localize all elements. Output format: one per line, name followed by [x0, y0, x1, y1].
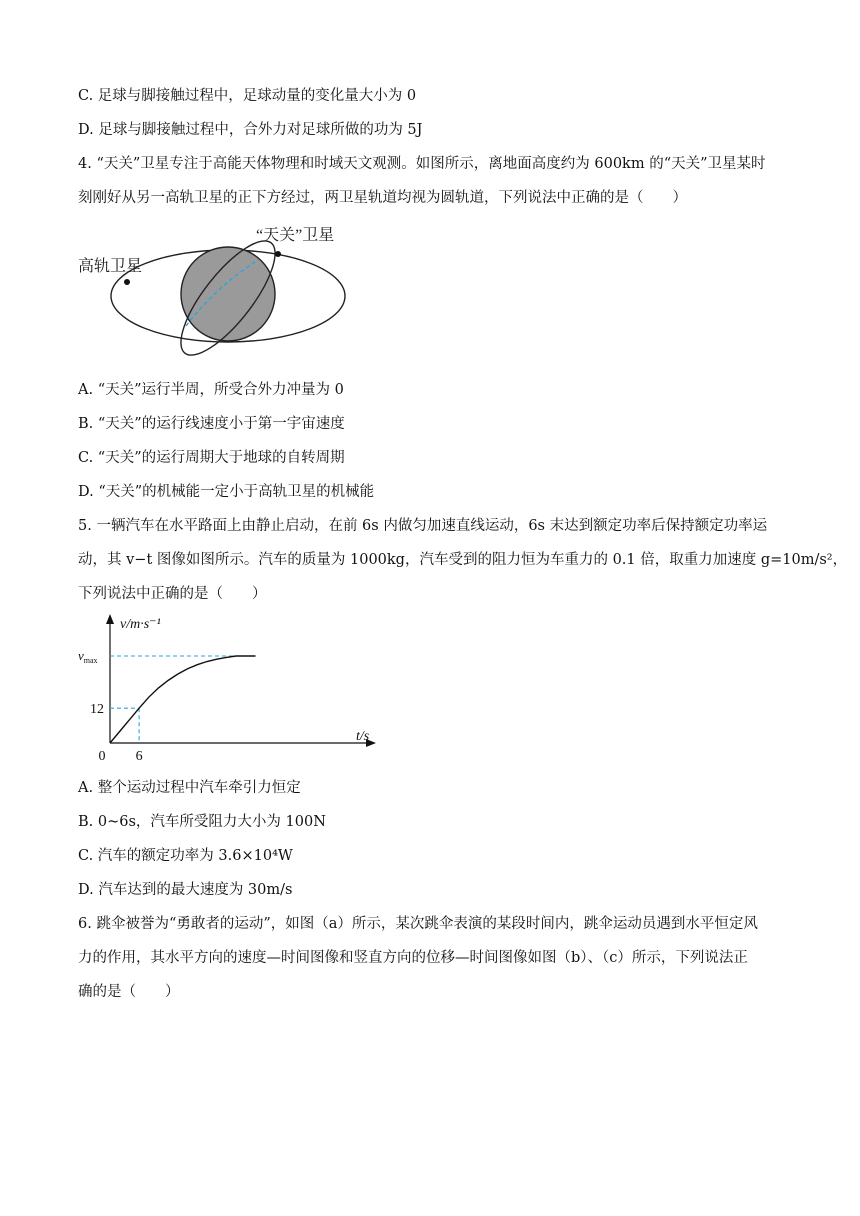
q5-stem-line1: 5. 一辆汽车在水平路面上由静止启动，在前 6s 内做匀加速直线运动，6s 末达到额定功率后保持额定功率运 [78, 518, 768, 534]
q4-option-c: C. “天关”的运行周期大于地球的自转周期 [78, 450, 345, 466]
x-axis-label: t/s [356, 729, 370, 744]
q5-option-d: D. 汽车达到的最大速度为 30m/s [78, 882, 293, 898]
y-tick-label-vmax: $v_{max}$ [78, 648, 98, 665]
q5-option-b: B. 0~6s，汽车所受阻力大小为 100N [78, 814, 326, 830]
q3-option-d: D. 足球与脚接触过程中，合外力对足球所做的功为 5J [78, 122, 423, 138]
q5-option-c: C. 汽车的额定功率为 3.6×10⁴W [78, 848, 293, 864]
satellite-orbit-figure [70, 218, 360, 358]
tianguan-satellite-dot [275, 251, 281, 257]
y-tick-label: 12 [90, 702, 104, 718]
y-axis-label: v/m·s⁻¹ [120, 617, 161, 632]
q3-option-c: C. 足球与脚接触过程中，足球动量的变化量大小为 0 [78, 88, 417, 104]
q4-option-a: A. “天关”运行半周，所受合外力冲量为 0 [78, 382, 344, 398]
q6-stem-line2: 力的作用，其水平方向的速度—时间图像和竖直方向的位移—时间图像如图（b）、（c）所示，下列说法正 [78, 950, 748, 966]
tianguan-label: “天关”卫星 [256, 227, 335, 244]
q6-stem-line3: 确的是（ ） [78, 984, 180, 1000]
q4-option-b: B. “天关”的运行线速度小于第一宇宙速度 [78, 416, 345, 432]
y-axis-arrow [106, 614, 114, 624]
q4-stem-line1: 4. “天关”卫星专注于高能天体物理和时域天文观测。如图所示，离地面高度约为 600km 的“天关”卫星某时 [78, 156, 766, 172]
series-line-1 [110, 708, 139, 743]
q5-option-a: A. 整个运动过程中汽车牵引力恒定 [78, 780, 301, 796]
earth-circle [181, 247, 275, 341]
q6-stem-line1: 6. 跳伞被誉为“勇敢者的运动”，如图（a）所示，某次跳伞表演的某段时间内，跳伞运动员遇到水平恒定风 [78, 916, 758, 932]
origin-label: 0 [98, 749, 106, 764]
q5-stem-line3: 下列说法中正确的是（ ） [78, 586, 267, 602]
q5-stem-line2: 动，其 v−t 图像如图所示。汽车的质量为 1000kg，汽车受到的阻力恒为车重力的 0.1 倍，取重力加速度 g=10m/s²， [78, 552, 848, 568]
high-orbit-satellite-label: 高轨卫星 [78, 258, 143, 275]
q4-option-d: D. “天关”的机械能一定小于高轨卫星的机械能 [78, 484, 375, 500]
high-orbit-satellite-dot [124, 279, 130, 285]
series-line-2 [139, 656, 255, 708]
q4-stem-line2: 刻刚好从另一高轨卫星的正下方经过，两卫星轨道均视为圆轨道，下列说法中正确的是（ ） [78, 190, 687, 206]
vt-graph [70, 610, 390, 770]
x-tick-label: 6 [135, 749, 143, 764]
